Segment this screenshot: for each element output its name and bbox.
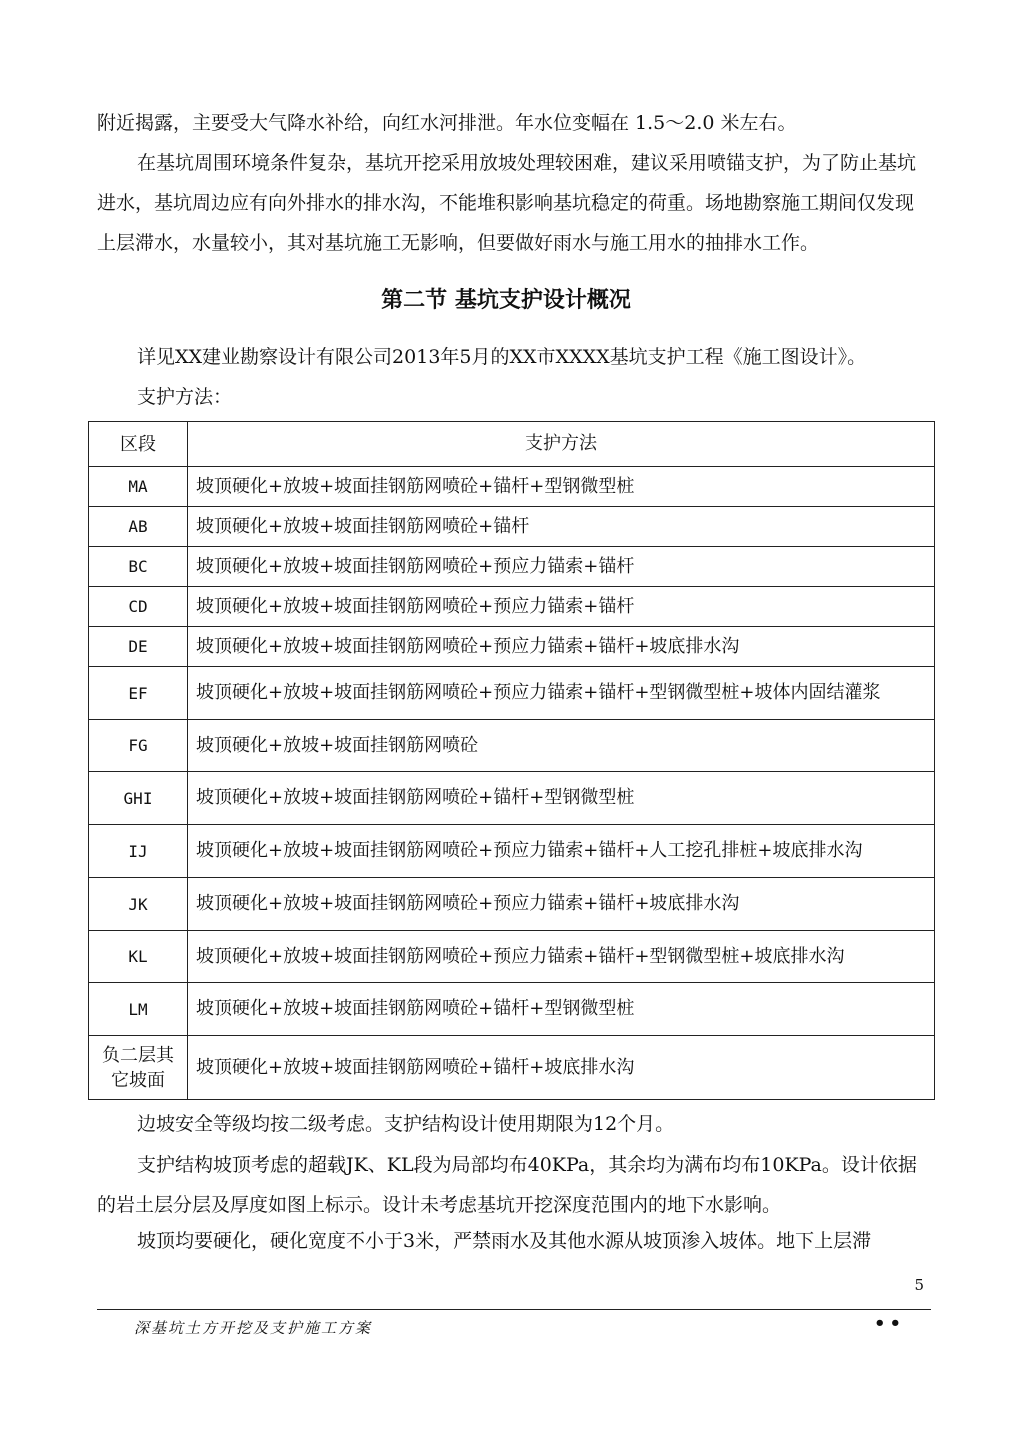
table-row	[89, 547, 935, 587]
cell-section: KL	[89, 931, 188, 983]
cell-section: GHI	[89, 772, 188, 825]
cell-section: AB	[89, 507, 188, 547]
table-header-row	[89, 422, 935, 467]
paragraph-safety-grade: 边坡安全等级均按二级考虑。支护结构设计使用期限为12个月。	[137, 1113, 675, 1135]
cell-section: IJ	[89, 825, 188, 878]
paragraph-surcharge: 支护结构坡顶考虑的超载JK、KL段为局部均布40KPa，其余均为满布均布10KPa。设计依据的岩土层分层及厚度如图上标示。设计未考虑基坑开挖深度范围内的地下水影响。	[97, 1154, 917, 1216]
column-header-method: 支护方法	[188, 422, 935, 467]
cell-method: 坡顶硬化+放坡+坡面挂钢筋网喷砼+预应力锚索+锚杆+型钢微型桩+坡体内固结灌浆	[188, 667, 935, 720]
table-row	[89, 627, 935, 667]
cell-section: BC	[89, 547, 188, 587]
cell-method: 坡顶硬化+放坡+坡面挂钢筋网喷砼+预应力锚索+锚杆	[188, 587, 935, 627]
paragraph-hardening: 坡顶均要硬化，硬化宽度不小于3米，严禁雨水及其他水源从坡顶渗入坡体。地下上层滞	[137, 1230, 872, 1252]
cell-section: JK	[89, 878, 188, 931]
cell-section: MA	[89, 467, 188, 507]
table-row	[89, 983, 935, 1036]
table-row	[89, 825, 935, 878]
table-row	[89, 720, 935, 772]
table-row	[89, 467, 935, 507]
table-row	[89, 507, 935, 547]
cell-method: 坡顶硬化+放坡+坡面挂钢筋网喷砼+预应力锚索+锚杆+型钢微型桩+坡底排水沟	[188, 931, 935, 983]
table-row	[89, 587, 935, 627]
table-row	[89, 878, 935, 931]
cell-section: LM	[89, 983, 188, 1036]
cell-method: 坡顶硬化+放坡+坡面挂钢筋网喷砼	[188, 720, 935, 772]
cell-section: EF	[89, 667, 188, 720]
cell-method: 坡顶硬化+放坡+坡面挂钢筋网喷砼+锚杆+型钢微型桩	[188, 772, 935, 825]
footer-title: 深基坑土方开挖及支护施工方案	[134, 1319, 373, 1337]
table-row	[89, 1036, 935, 1100]
cell-method: 坡顶硬化+放坡+坡面挂钢筋网喷砼+锚杆+型钢微型桩	[188, 983, 935, 1036]
table-row	[89, 772, 935, 825]
cell-method: 坡顶硬化+放坡+坡面挂钢筋网喷砼+预应力锚索+锚杆+坡底排水沟	[188, 627, 935, 667]
paragraph-method-label: 支护方法：	[137, 386, 233, 408]
paragraph-groundwater: 附近揭露，主要受大气降水补给，向红水河排泄。年水位变幅在 1.5～2.0 米左右。	[97, 112, 797, 134]
footer-divider	[97, 1309, 931, 1310]
cell-section: FG	[89, 720, 188, 772]
section-heading: 第二节 基坑支护设计概况	[381, 288, 631, 313]
cell-method: 坡顶硬化+放坡+坡面挂钢筋网喷砼+预应力锚索+锚杆+人工挖孔排桩+坡底排水沟	[188, 825, 935, 878]
paragraph-site-conditions: 在基坑周围环境条件复杂，基坑开挖采用放坡处理较困难，建议采用喷锚支护，为了防止基坑进水，基坑周边应有向外排水的排水沟，不能堆积影响基坑稳定的荷重。场地勘察施工期间仅发现上层滞水，水量较小，其对基坑施工无影响，但要做好雨水与施工用水的抽排水工作。	[97, 152, 917, 254]
cell-section: 负二层其它坡面	[89, 1036, 188, 1100]
page-number: 5	[914, 1276, 924, 1294]
table-row	[89, 931, 935, 983]
cell-section: CD	[89, 587, 188, 627]
cell-method: 坡顶硬化+放坡+坡面挂钢筋网喷砼+锚杆	[188, 507, 935, 547]
cell-section: DE	[89, 627, 188, 667]
paragraph-reference: 详见XX建业勘察设计有限公司2013年5月的XX市XXXX基坑支护工程《施工图设计》。	[137, 346, 867, 368]
footer-dots: ••	[874, 1313, 906, 1334]
table-row	[89, 667, 935, 720]
support-methods-table	[88, 421, 935, 1100]
cell-method: 坡顶硬化+放坡+坡面挂钢筋网喷砼+预应力锚索+锚杆	[188, 547, 935, 587]
cell-method: 坡顶硬化+放坡+坡面挂钢筋网喷砼+锚杆+型钢微型桩	[188, 467, 935, 507]
cell-method: 坡顶硬化+放坡+坡面挂钢筋网喷砼+锚杆+坡底排水沟	[188, 1036, 935, 1100]
column-header-section: 区段	[89, 422, 188, 467]
cell-method: 坡顶硬化+放坡+坡面挂钢筋网喷砼+预应力锚索+锚杆+坡底排水沟	[188, 878, 935, 931]
